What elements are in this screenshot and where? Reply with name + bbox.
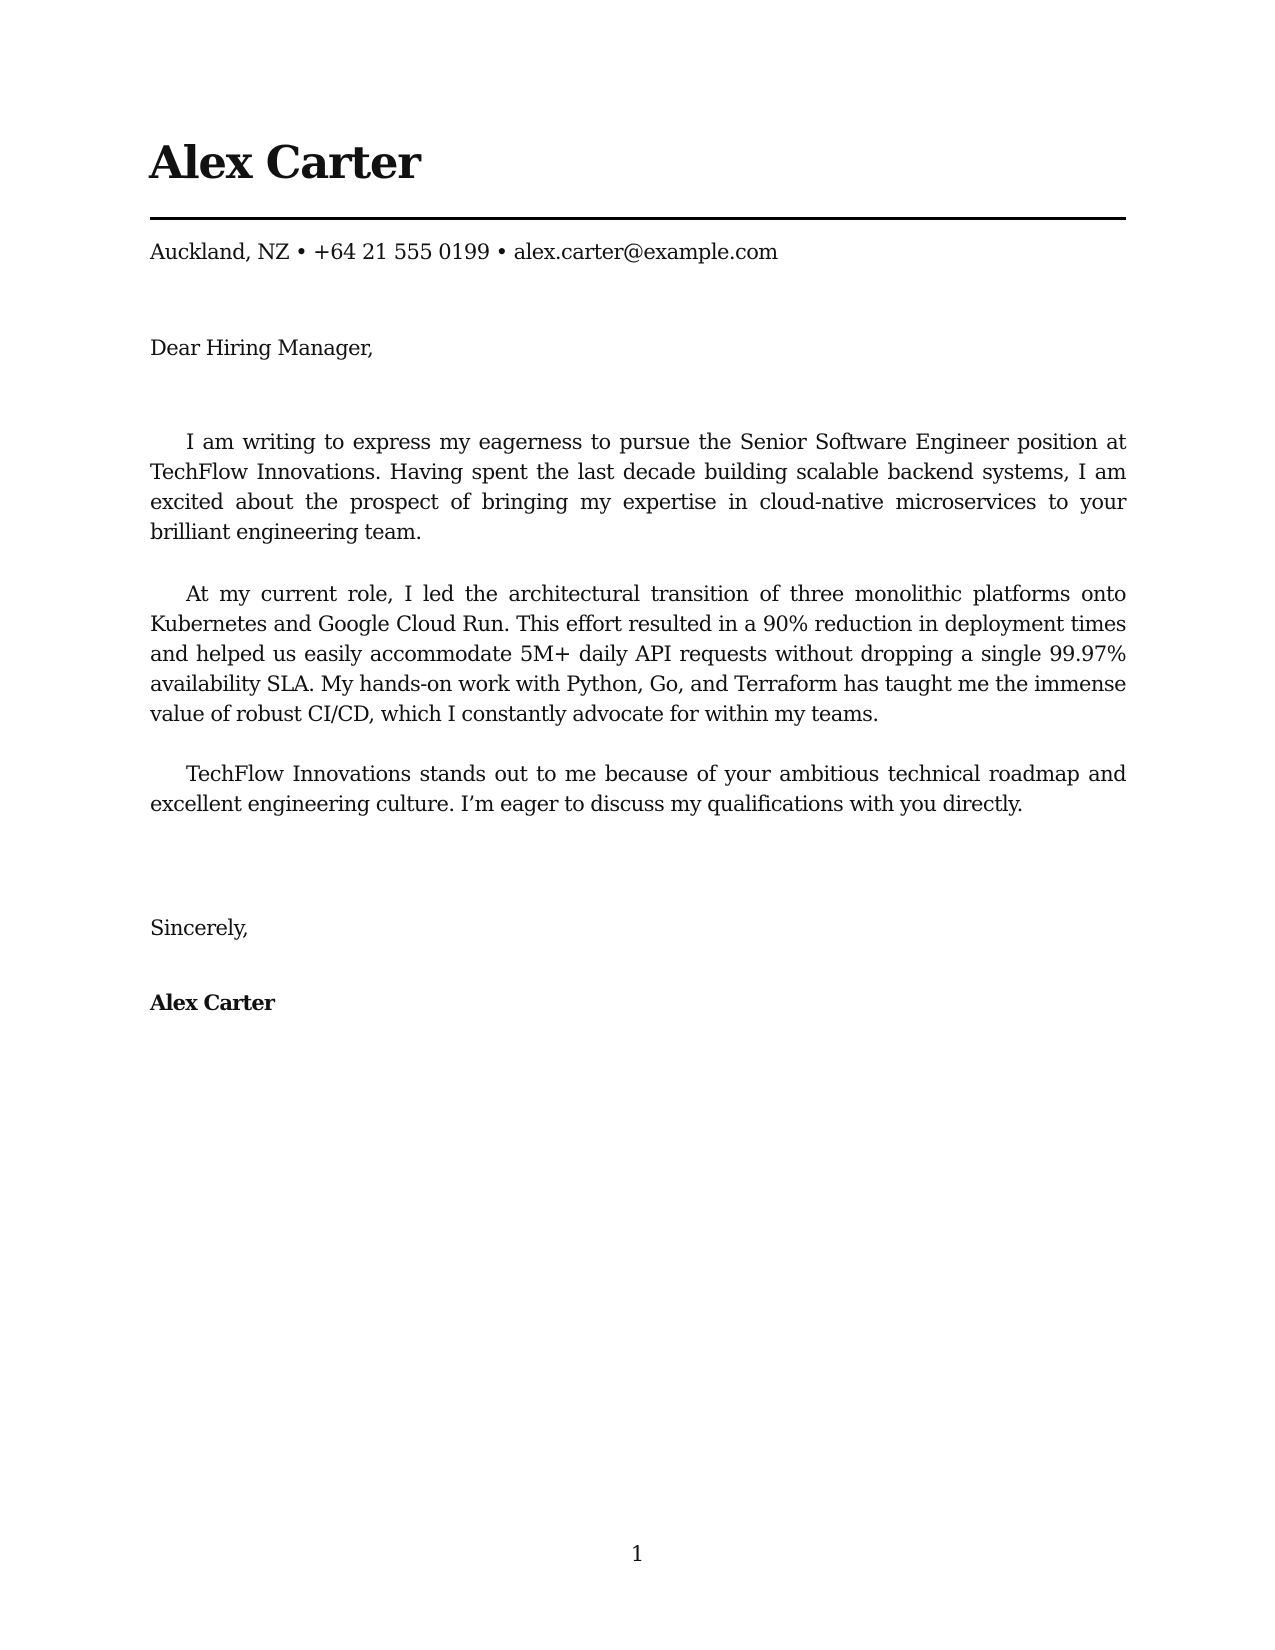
page-number: 1 [630, 1542, 645, 1566]
body-paragraph-1: I am writing to express my eagerness to pursue the Senior Software Engineer position at TechFlow Innovations. Having spent the last decade building scalable backend systems, I am excited about the prospect of bringing my expertise in cloud-native microservices to your brilliant engineering team. [150, 430, 1126, 544]
body-paragraph-2: At my current role, I led the architectural transition of three monolithic platforms onto Kubernetes and Google Cloud Run. This effort resulted in a 90% reduction in deployment times and helped us easily accommodate 5M+ daily API requests without dropping a single 99.97% availability SLA. My hands-on work with Python, Go, and Terraform has taught me the immense value of robust CI/CD, which I constantly advocate for within my teams. [150, 582, 1126, 726]
salutation: Dear Hiring Manager, [150, 336, 374, 360]
contact-line: Auckland, NZ • +64 21 555 0199 • alex.carter@example.com [150, 240, 778, 264]
sender-name: Alex Carter [149, 136, 420, 189]
body-paragraph-3: TechFlow Innovations stands out to me because of your ambitious technical roadmap and excellent engineering culture. I’m eager to discuss my qualifications with you directly. [150, 762, 1126, 816]
signature-name: Alex Carter [150, 990, 275, 1015]
closing: Sincerely, [150, 916, 249, 940]
header-divider [150, 217, 1126, 220]
